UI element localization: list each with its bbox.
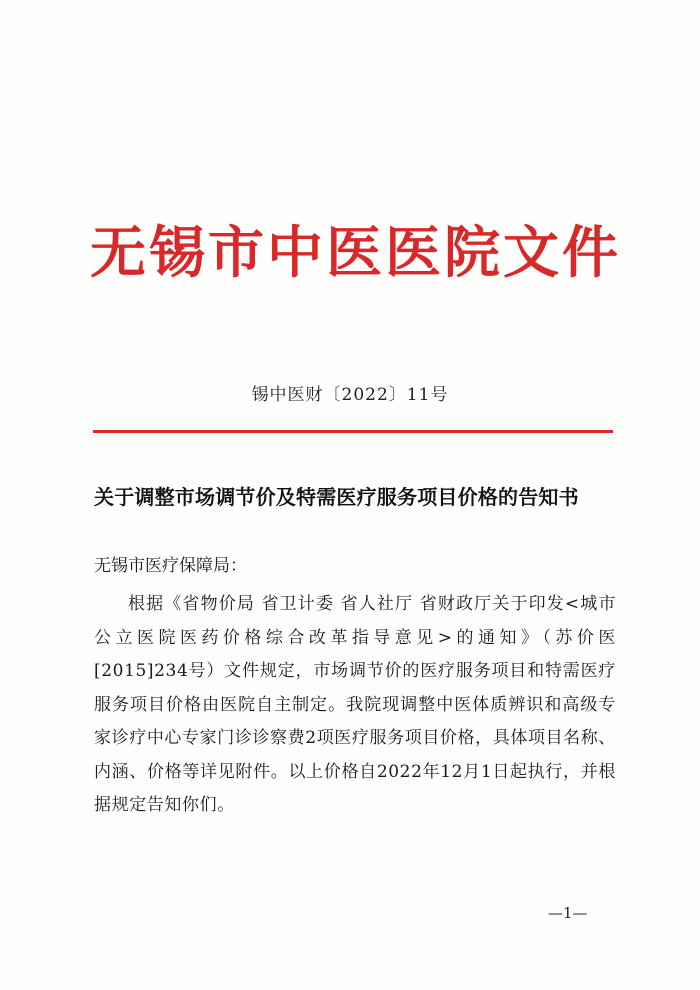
organization-title: 无锡市中医医院文件 — [90, 220, 620, 286]
body-paragraph: 根据《省物价局 省卫计委 省人社厅 省财政厅关于印发<城市公立医院医药价格综合改革指导意见>的通知》（苏价医[2015]234号）文件规定，市场调节价的医疗服务项目和特需医疗服务项目价格由医院自主制定。我院现调整中医体质辨识和高级专家诊疗中心专家门诊诊察费2项医疗服务项目价格，具体项目名称、内涵、价格等详见附件。以上价格自2022年12月1日起执行，并根据规定告知你们。 — [94, 594, 616, 815]
page-number: —1— — [548, 904, 588, 922]
red-divider-line — [93, 430, 613, 433]
addressee: 无锡市医疗保障局： — [94, 556, 247, 576]
document-number: 锡中医财〔2022〕11号 — [251, 385, 449, 405]
document-subject-title: 关于调整市场调节价及特需医疗服务项目价格的告知书 — [94, 485, 579, 509]
